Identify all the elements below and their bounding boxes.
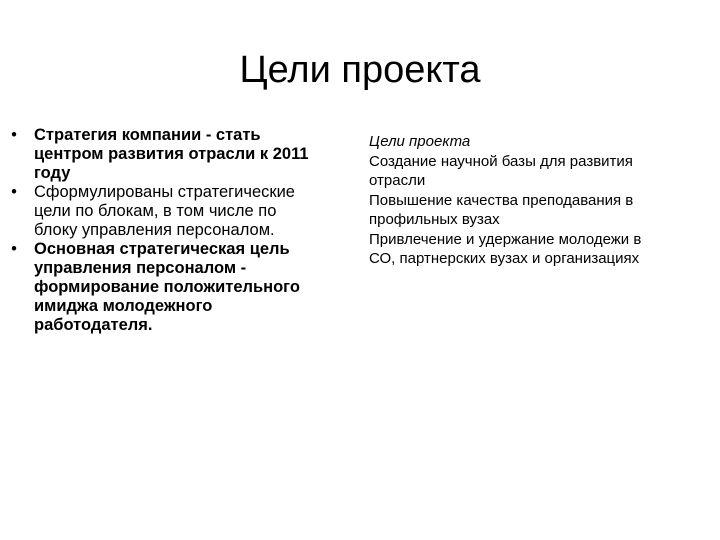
bullet-text: Сформулированы стратегические цели по блокам, в том числе по блоку управления персоналом. [34,183,295,239]
project-goals-heading: Цели проекта [369,133,471,150]
bullet-icon: • [11,183,17,201]
bullet-item-main-goal [0,240,320,335]
project-goal-line: профильных вузах [369,211,500,228]
bullet-icon: • [11,240,17,258]
project-goal-line: отрасли [369,172,426,189]
bullet-text: Стратегия компании - стать центром развития отрасли к 2011 году [34,126,309,182]
project-goal-line: СО, партнерских вузах и организациях [369,250,640,267]
project-goal-line: Повышение качества преподавания в [369,191,634,209]
bullet-text: Основная стратегическая цель управления персоналом - формирование положительного имиджа молодежного работодателя. [34,240,300,334]
bullet-item-strategy [0,126,320,183]
project-goal-line: Привлечение и удержание молодежи в [369,230,642,248]
strategy-bullet-list [0,126,320,335]
bullet-icon: • [11,126,17,144]
slide-title: Цели проекта [239,49,481,91]
project-goals-block [369,132,709,269]
bullet-item-goals [0,183,320,240]
project-goal-line: Создание научной базы для развития [369,152,633,170]
